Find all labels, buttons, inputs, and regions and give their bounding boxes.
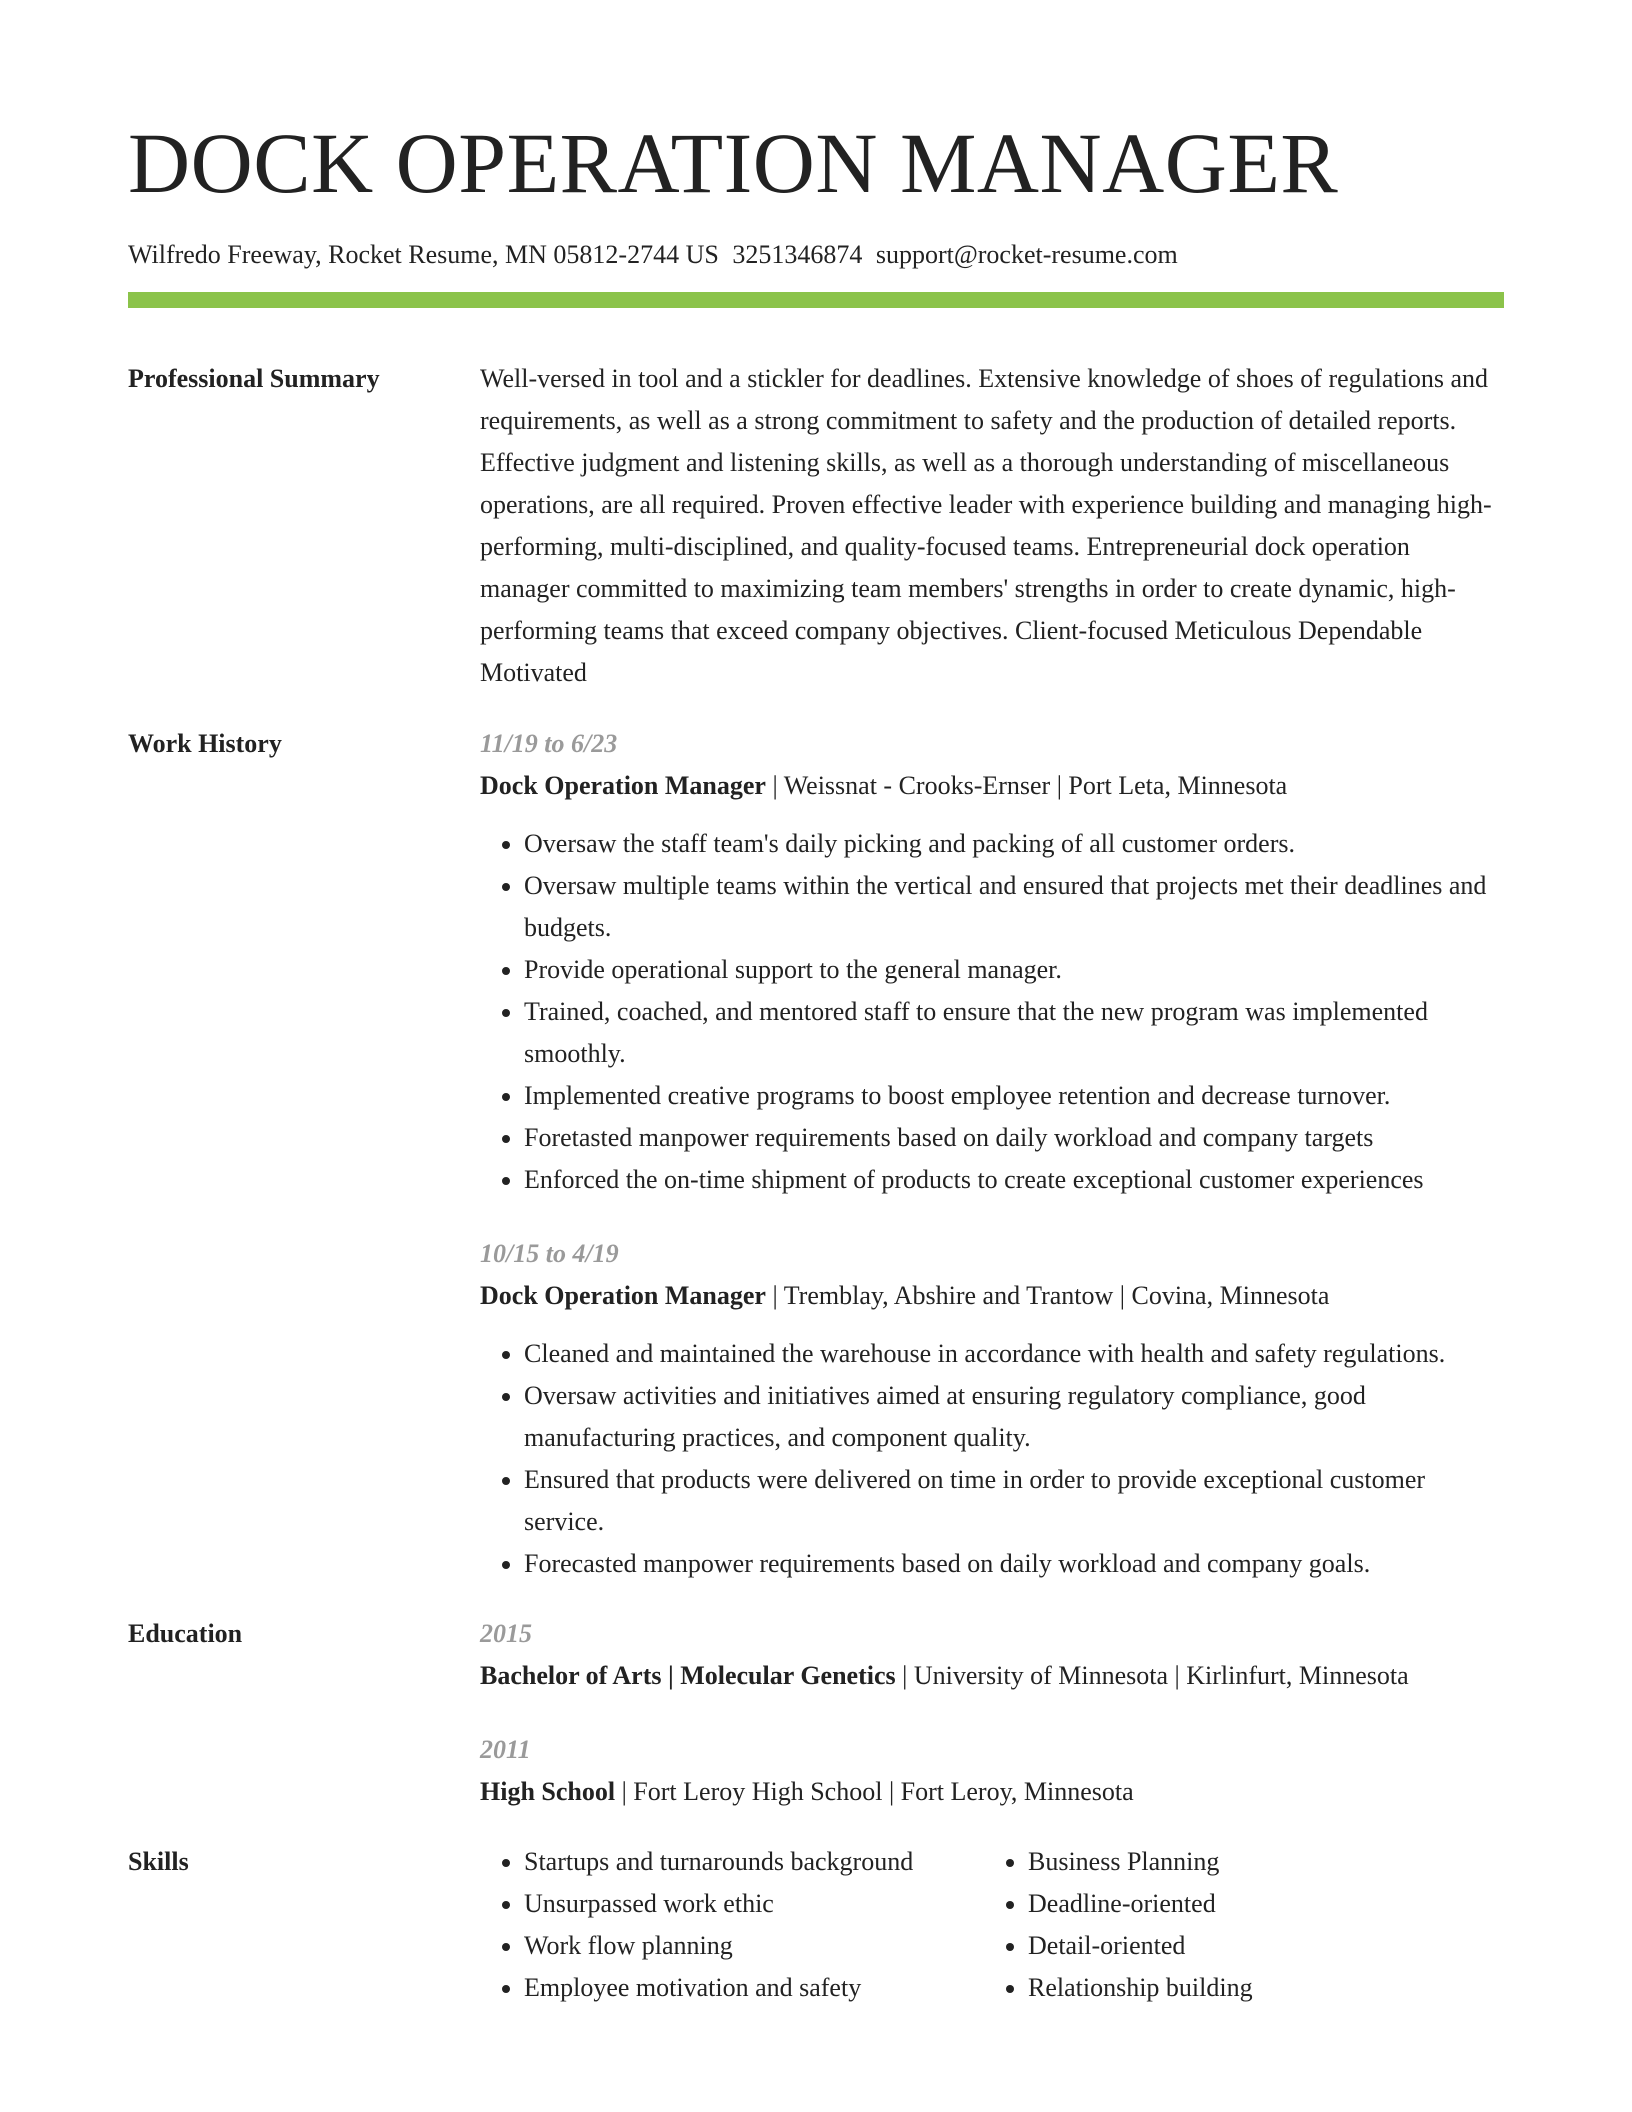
job-bullets — [480, 823, 1504, 1201]
skill-item: • Employee motivation and safety — [524, 1967, 984, 2009]
list-item: • Cleaned and maintained the warehouse in accordance with health and safety regulations. — [524, 1333, 1504, 1375]
list-item: • Foretasted manpower requirements based on daily workload and company targets — [524, 1117, 1504, 1159]
skills-heading: Skills — [128, 1847, 189, 1876]
job-bullets — [480, 1333, 1504, 1585]
header-divider — [128, 292, 1504, 308]
job-entry — [480, 1233, 1504, 1585]
job-dates: 10/15 to 4/19 — [480, 1239, 619, 1268]
job-details: | Weissnat - Crooks-Ernser | Port Leta, Minnesota — [765, 771, 1288, 800]
skill-item: • Startups and turnarounds background — [524, 1841, 984, 1883]
education-year: 2015 — [480, 1619, 532, 1648]
education-entry — [480, 1729, 1504, 1813]
skills-section — [128, 1841, 1504, 2009]
education-heading: Education — [128, 1619, 243, 1648]
education-details: | University of Minnesota | Kirlinfurt, Minnesota — [895, 1661, 1409, 1690]
job-title: Dock Operation Manager — [480, 1281, 766, 1310]
job-dates: 11/19 to 6/23 — [480, 729, 618, 758]
skill-item: • Deadline-oriented — [1028, 1883, 1488, 1925]
list-item: • Oversaw the staff team's daily picking and packing of all customer orders. — [524, 823, 1504, 865]
job-details: | Tremblay, Abshire and Trantow | Covina, Minnesota — [765, 1281, 1330, 1310]
resume-title: DOCK OPERATION MANAGER — [128, 115, 1339, 211]
skill-item: • Unsurpassed work ethic — [524, 1883, 984, 1925]
summary-heading: Professional Summary — [128, 364, 380, 393]
skills-body — [480, 1841, 1504, 2009]
education-heading-line — [480, 1655, 1504, 1697]
work-history-section — [128, 723, 1504, 1585]
list-item: • Oversaw multiple teams within the vertical and ensured that projects met their deadlines and budgets. — [524, 865, 1504, 949]
job-heading — [480, 765, 1504, 807]
work-history-heading: Work History — [128, 729, 282, 758]
education-heading-line — [480, 1771, 1504, 1813]
education-degree: High School — [480, 1777, 616, 1806]
list-item: • Oversaw activities and initiatives aimed at ensuring regulatory compliance, good manufacturing practices, and component quality. — [524, 1375, 1504, 1459]
education-body — [480, 1613, 1504, 1813]
list-item: • Forecasted manpower requirements based on daily workload and company goals. — [524, 1543, 1504, 1585]
skill-item: • Business Planning — [1028, 1841, 1488, 1883]
skill-item: • Relationship building — [1028, 1967, 1488, 2009]
education-year: 2011 — [480, 1735, 531, 1764]
skill-item: • Detail-oriented — [1028, 1925, 1488, 1967]
list-item: • Provide operational support to the general manager. — [524, 949, 1504, 991]
contact-line — [128, 238, 1504, 272]
resume-page — [128, 0, 1504, 2009]
education-details: | Fort Leroy High School | Fort Leroy, Minnesota — [615, 1777, 1134, 1806]
list-item: • Enforced the on-time shipment of products to create exceptional customer experiences — [524, 1159, 1504, 1201]
summary-section — [128, 358, 1504, 694]
contact-email: support@rocket-resume.com — [875, 240, 1178, 269]
list-item: • Trained, coached, and mentored staff to ensure that the new program was implemented smoothly. — [524, 991, 1504, 1075]
list-item: • Ensured that products were delivered on time in order to provide exceptional customer service. — [524, 1459, 1504, 1543]
job-heading — [480, 1275, 1504, 1317]
contact-address: Wilfredo Freeway, Rocket Resume, MN 05812-2744 US — [128, 240, 719, 269]
list-item: • Implemented creative programs to boost employee retention and decrease turnover. — [524, 1075, 1504, 1117]
skills-column-2 — [984, 1841, 1488, 2009]
skills-column-1 — [480, 1841, 984, 2009]
education-entry — [480, 1613, 1504, 1697]
education-section — [128, 1613, 1504, 1813]
job-entry — [480, 723, 1504, 1201]
contact-phone: 3251346874 — [732, 240, 863, 269]
work-history-body — [480, 723, 1504, 1585]
skill-item: • Work flow planning — [524, 1925, 984, 1967]
education-degree: Bachelor of Arts | Molecular Genetics — [480, 1661, 896, 1690]
summary-text: Well-versed in tool and a stickler for deadlines. Extensive knowledge of shoes of regulations and requirements, as well as a strong commitment to safety and the production of detailed reports. Effective judgment and listening skills, as well as a thorough understanding of miscellaneous operations, are all required. Proven effective leader with experience building and managing high-performing, multi-disciplined, and quality-focused teams. Entrepreneurial dock operation manager committed to maximizing team members' strengths in order to create dynamic, high-performing teams that exceed company objectives. Client-focused Meticulous Dependable Motivated — [480, 364, 1492, 687]
job-title: Dock Operation Manager — [480, 771, 766, 800]
